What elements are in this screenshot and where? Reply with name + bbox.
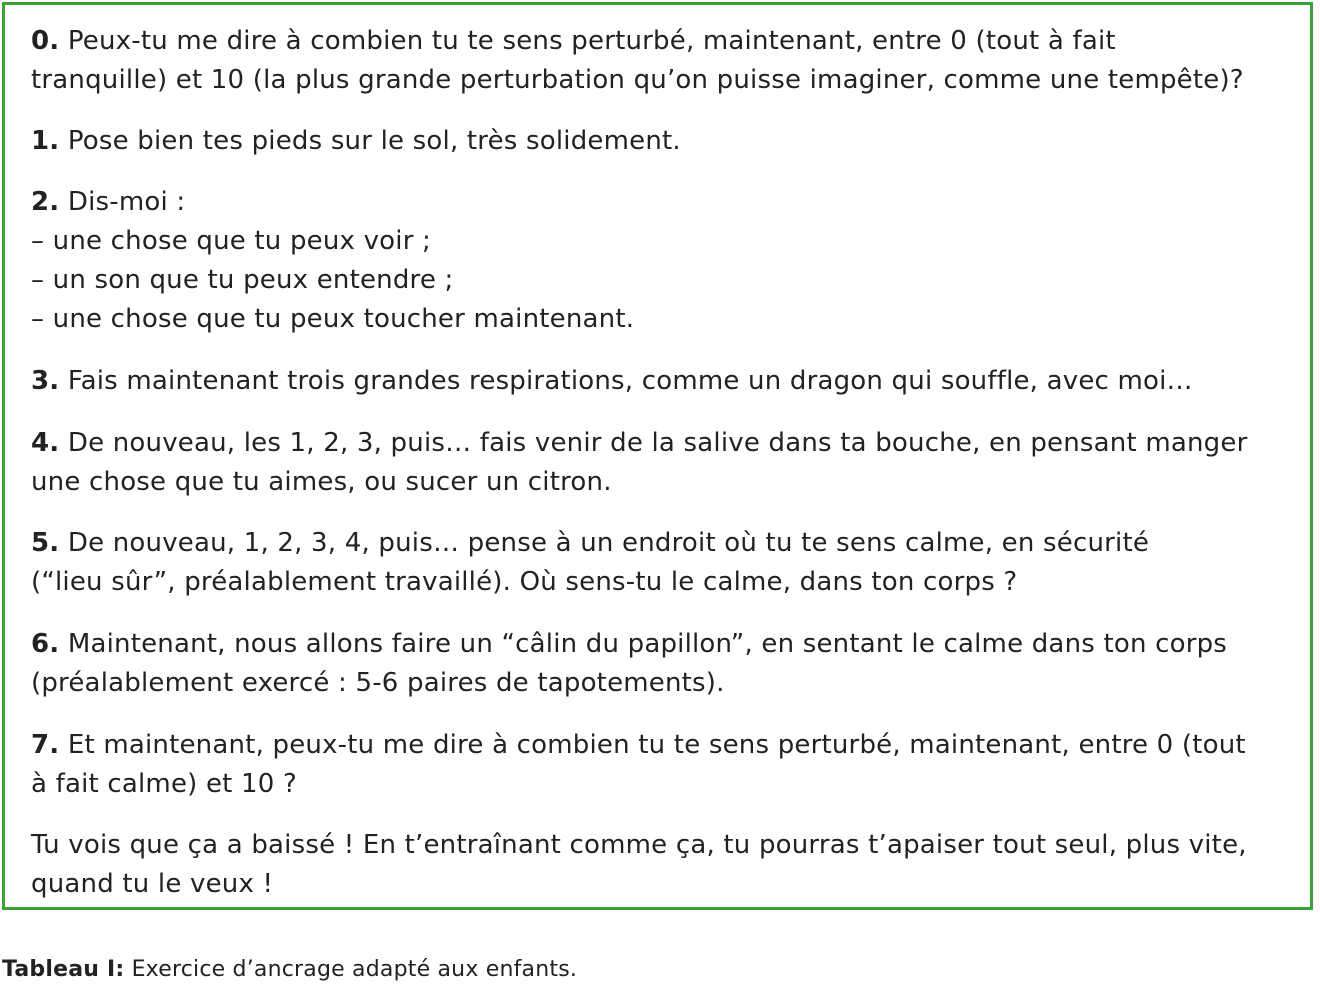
step-0-text-1: Peux-tu me dire à combien tu te sens perturbé, maintenant, entre 0 (tout à fait bbox=[67, 26, 1116, 56]
step-7-line-1 bbox=[31, 726, 1290, 765]
step-6-line-1 bbox=[31, 625, 1290, 664]
step-1-text-1: Pose bien tes pieds sur le sol, très solidement. bbox=[67, 126, 681, 156]
step-7-number: 7. bbox=[31, 730, 60, 760]
table-caption bbox=[2, 955, 577, 985]
step-1-line-1 bbox=[31, 122, 1290, 161]
step-2-line-1 bbox=[31, 183, 1290, 222]
caption-label: Tableau I: bbox=[2, 957, 125, 982]
step-5 bbox=[31, 524, 1290, 602]
step-6-line-2: (préalablement exercé : 5-6 paires de tapotements). bbox=[31, 668, 725, 698]
closing-paragraph bbox=[31, 826, 1290, 904]
step-0-line-2: tranquille) et 10 (la plus grande perturbation qu’on puisse imaginer, comme une tempête)? bbox=[31, 65, 1244, 95]
step-2-text-1: Dis-moi : bbox=[67, 187, 186, 217]
step-5-number: 5. bbox=[31, 528, 60, 558]
step-2-line-4: – une chose que tu peux toucher maintenant. bbox=[31, 304, 635, 334]
step-4-text-1: De nouveau, les 1, 2, 3, puis… fais venir de la salive dans ta bouche, en pensant manger bbox=[67, 428, 1248, 458]
step-4-line-1 bbox=[31, 424, 1290, 463]
step-7-text-1: Et maintenant, peux-tu me dire à combien tu te sens perturbé, maintenant, entre 0 (tout bbox=[67, 730, 1246, 760]
step-6-text-1: Maintenant, nous allons faire un “câlin du papillon”, en sentant le calme dans ton corps bbox=[67, 629, 1228, 659]
step-1-number: 1. bbox=[31, 126, 60, 156]
step-0 bbox=[31, 22, 1290, 100]
closing-line-2: quand tu le veux ! bbox=[31, 869, 274, 899]
step-0-number: 0. bbox=[31, 26, 60, 56]
step-5-line-2: (“lieu sûr”, préalablement travaillé). Où sens-tu le calme, dans ton corps ? bbox=[31, 567, 1018, 597]
step-4 bbox=[31, 424, 1290, 502]
step-5-line-1 bbox=[31, 524, 1290, 563]
step-3-line-1 bbox=[31, 362, 1290, 401]
step-0-line-1 bbox=[31, 22, 1290, 61]
step-2-line-3: – un son que tu peux entendre ; bbox=[31, 265, 454, 295]
step-2-number: 2. bbox=[31, 187, 60, 217]
step-6 bbox=[31, 625, 1290, 703]
step-7 bbox=[31, 726, 1290, 804]
exercise-table-box bbox=[2, 2, 1313, 910]
step-3-text-1: Fais maintenant trois grandes respirations, comme un dragon qui souffle, avec moi… bbox=[67, 366, 1193, 396]
step-1 bbox=[31, 122, 1290, 161]
step-3-number: 3. bbox=[31, 366, 60, 396]
step-4-number: 4. bbox=[31, 428, 60, 458]
step-2-line-2: – une chose que tu peux voir ; bbox=[31, 226, 432, 256]
step-5-text-1: De nouveau, 1, 2, 3, 4, puis… pense à un endroit où tu te sens calme, en sécurité bbox=[67, 528, 1150, 558]
step-4-line-2: une chose que tu aimes, ou sucer un citron. bbox=[31, 467, 612, 497]
step-7-line-2: à fait calme) et 10 ? bbox=[31, 769, 297, 799]
caption-text: Exercice d’ancrage adapté aux enfants. bbox=[124, 957, 578, 982]
step-2 bbox=[31, 183, 1290, 339]
step-6-number: 6. bbox=[31, 629, 60, 659]
step-3 bbox=[31, 362, 1290, 401]
closing-line-1: Tu vois que ça a baissé ! En t’entraînant comme ça, tu pourras t’apaiser tout seul, plus vite, bbox=[31, 830, 1247, 860]
